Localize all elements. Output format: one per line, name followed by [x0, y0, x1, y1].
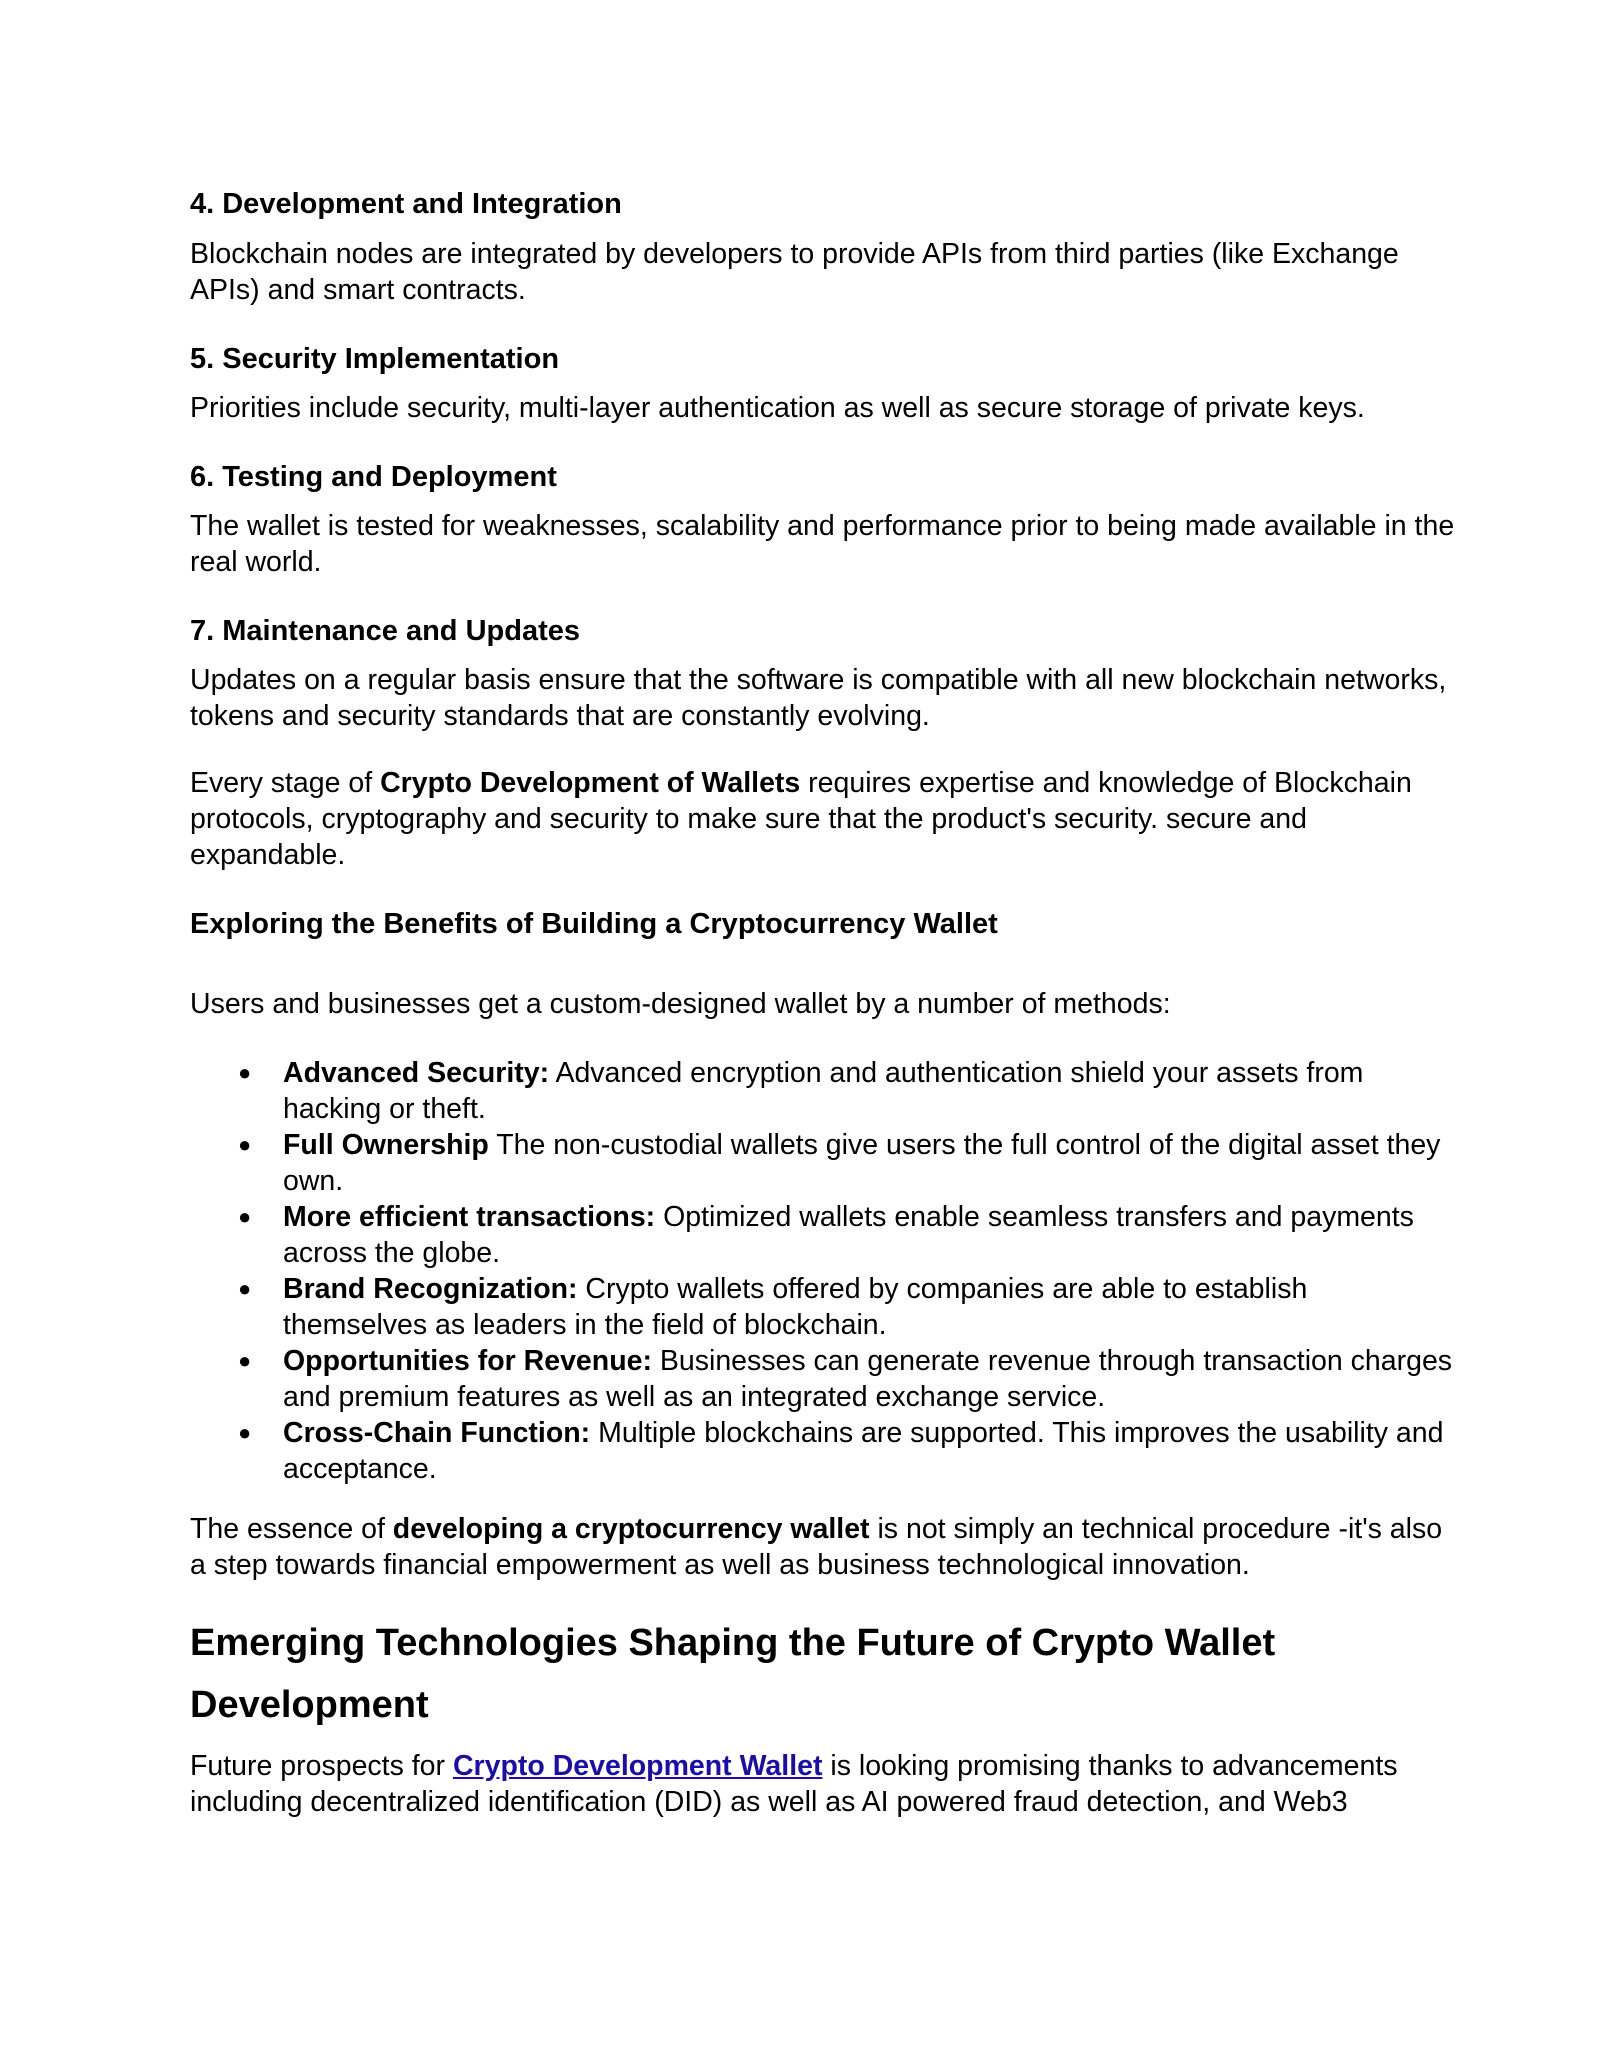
summary-bold-phrase: Crypto Development of Wallets — [380, 767, 801, 799]
list-item-line-2: hacking or theft. — [283, 1093, 486, 1125]
essence-line-1: The essence of developing a cryptocurrency wallet is not simply an technical procedure -it's also — [190, 1513, 1443, 1545]
bullet-icon: ● — [238, 1348, 252, 1373]
list-item — [190, 1271, 1440, 1344]
bullet-icon: ● — [238, 1132, 252, 1157]
benefits-intro: Users and businesses get a custom-designed wallet by a number of methods: — [190, 988, 1171, 1020]
section-4-line-2: APIs) and smart contracts. — [190, 274, 526, 306]
list-item-line-2: acceptance. — [283, 1453, 437, 1485]
summary-line-1: Every stage of Crypto Development of Wallets requires expertise and knowledge of Blockchain — [190, 767, 1412, 799]
list-item-line-2: and premium features as well as an integrated exchange service. — [283, 1381, 1106, 1413]
section-7-line-1: Updates on a regular basis ensure that the software is compatible with all new blockchain networks, — [190, 664, 1447, 696]
bullet-icon: ● — [238, 1420, 252, 1445]
section-4-line-1: Blockchain nodes are integrated by developers to provide APIs from third parties (like Exchange — [190, 238, 1399, 270]
summary-line-3: expandable. — [190, 839, 346, 871]
list-item — [190, 1199, 1440, 1272]
list-item-line-2: across the globe. — [283, 1237, 501, 1269]
list-item-line-2: own. — [283, 1165, 344, 1197]
list-item-line-2: themselves as leaders in the field of blockchain. — [283, 1309, 887, 1341]
list-item — [190, 1415, 1444, 1488]
section-5-heading: 5. Security Implementation — [190, 343, 560, 375]
future-heading-line-1: Emerging Technologies Shaping the Future of Crypto Wallet — [190, 1622, 1276, 1664]
section-6-heading: 6. Testing and Deployment — [190, 461, 557, 493]
section-6-line-1: The wallet is tested for weaknesses, scalability and performance prior to being made available in the — [190, 510, 1455, 542]
list-item-line-1: Full Ownership The non-custodial wallets give users the full control of the digital asset they — [283, 1129, 1441, 1161]
benefits-heading: Exploring the Benefits of Building a Cryptocurrency Wallet — [190, 908, 998, 940]
essence-bold-phrase: developing a cryptocurrency wallet — [392, 1513, 870, 1545]
section-7-heading: 7. Maintenance and Updates — [190, 615, 580, 647]
bullet-icon: ● — [238, 1276, 252, 1301]
list-item — [190, 1127, 1440, 1200]
summary-line-2: protocols, cryptography and security to make sure that the product's security. secure and — [190, 803, 1307, 835]
list-item — [190, 1343, 1453, 1416]
bullet-icon: ● — [238, 1060, 252, 1085]
future-heading-line-2: Development — [190, 1684, 429, 1726]
section-7-line-2: tokens and security standards that are constantly evolving. — [190, 700, 930, 732]
section-6-line-2: real world. — [190, 546, 322, 578]
future-line-1: Future prospects for Crypto Development Wallet is looking promising thanks to advancements — [190, 1750, 1398, 1782]
section-4-heading: 4. Development and Integration — [190, 188, 622, 220]
crypto-development-wallet-link[interactable]: Crypto Development Wallet — [452, 1750, 823, 1782]
list-item-line-1: Advanced Security: Advanced encryption and authentication shield your assets from — [283, 1057, 1364, 1089]
section-5-line-1: Priorities include security, multi-layer authentication as well as secure storage of private keys. — [190, 392, 1365, 424]
list-item-line-1: More efficient transactions: Optimized wallets enable seamless transfers and payments — [283, 1201, 1414, 1233]
future-line-2: including decentralized identification (DID) as well as AI powered fraud detection, and Web3 — [190, 1786, 1348, 1818]
list-item — [190, 1055, 1440, 1128]
bullet-icon: ● — [238, 1204, 252, 1229]
list-item-line-1: Opportunities for Revenue: Businesses can generate revenue through transaction charges — [283, 1345, 1453, 1377]
essence-line-2: a step towards financial empowerment as well as business technological innovation. — [190, 1549, 1250, 1581]
list-item-line-1: Brand Recognization: Crypto wallets offered by companies are able to establish — [283, 1273, 1308, 1305]
list-item-line-1: Cross-Chain Function: Multiple blockchains are supported. This improves the usability and — [283, 1417, 1444, 1449]
